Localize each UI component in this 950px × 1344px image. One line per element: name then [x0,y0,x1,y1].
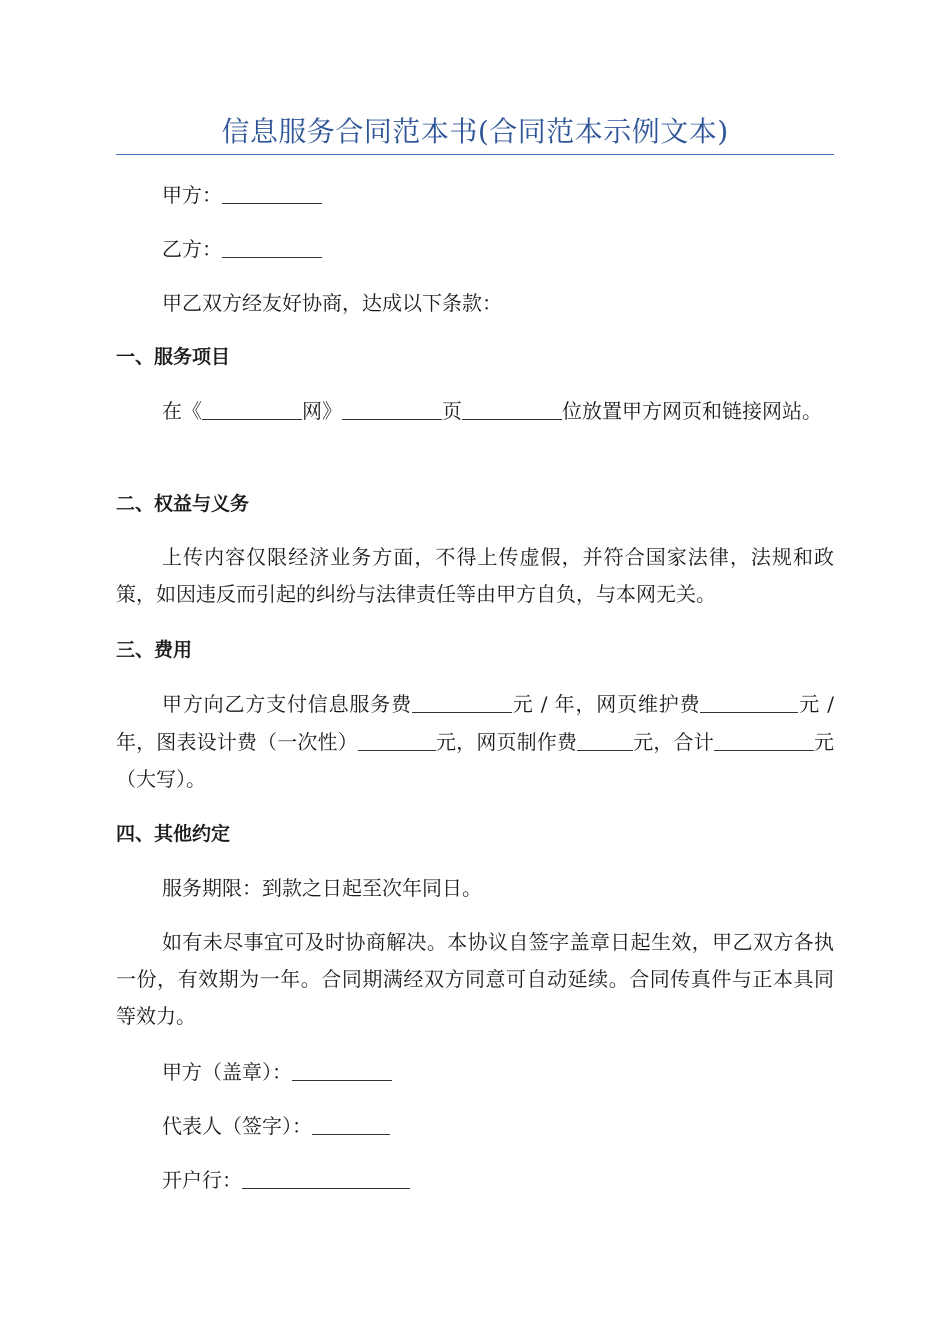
s3-text-a: 甲方向乙方支付信息服务费 [162,692,412,716]
sign-rep-blank [312,1112,390,1135]
section-1-body [116,393,834,430]
title-underline [116,154,834,155]
bank-label: 开户行： [162,1168,242,1192]
sign-rep-label: 代表人（签字）： [162,1114,312,1138]
section-1-heading: 一、服务项目 [116,346,231,368]
sign-rep-line [116,1108,834,1145]
production-fee-blank [577,728,633,751]
s1-text-b: 网》 [302,399,342,423]
section-4-heading: 四、其他约定 [116,823,231,845]
s1-text-a: 在《 [162,399,202,423]
section-2-body: 上传内容仅限经济业务方面，不得上传虚假，并符合国家法律，法规和政策，如因违反而引起的纠纷与法律责任等由甲方自负，与本网无关。 [116,545,834,606]
party-b-label: 乙方： [162,237,222,261]
document-title: 信息服务合同范本书(合同范本示例文本) [221,115,729,148]
page-blank [342,397,442,420]
s1-text-d: 位放置甲方网页和链接网站。 [562,399,822,423]
service-term: 服务期限：到款之日起至次年同日。 [162,876,482,900]
section-2-heading: 二、权益与义务 [116,493,250,515]
service-fee-blank [412,690,512,713]
sign-party-a-line [116,1054,834,1091]
party-a-blank [222,181,322,204]
party-a-line [116,177,834,214]
bank-line [116,1162,834,1199]
party-a-label: 甲方： [162,183,222,207]
total-blank [714,728,814,751]
s3-text-d: 元，网页制作费 [435,729,578,754]
s3-text-f: 元（大写）。 [116,729,835,791]
design-fee-blank [358,728,436,751]
intro-paragraph: 甲乙双方经友好协商，达成以下条款： [162,291,502,315]
s3-text-b: 元 / 年，网页维护费 [511,692,701,716]
party-b-blank [222,235,322,258]
section-3-body [116,686,834,799]
s3-text-e: 元，合计 [633,729,714,754]
section-3-heading: 三、费用 [116,639,193,661]
s1-text-c: 页 [442,399,462,423]
bank-blank [242,1166,410,1189]
s3-text-c: 元 / 年，图表设计费（一次性） [116,692,835,754]
sign-party-a-label: 甲方（盖章）： [162,1060,292,1084]
sign-party-a-blank [292,1058,392,1081]
section-4-body: 如有未尽事宜可及时协商解决。本协议自签字盖章日起生效，甲乙双方各执一份，有效期为一年。合同期满经双方同意可自动延续。合同传真件与正本具同等效力。 [116,930,834,1028]
maintenance-fee-blank [700,690,798,713]
position-blank [462,397,562,420]
party-b-line [116,231,834,268]
site-name-blank [202,397,302,420]
